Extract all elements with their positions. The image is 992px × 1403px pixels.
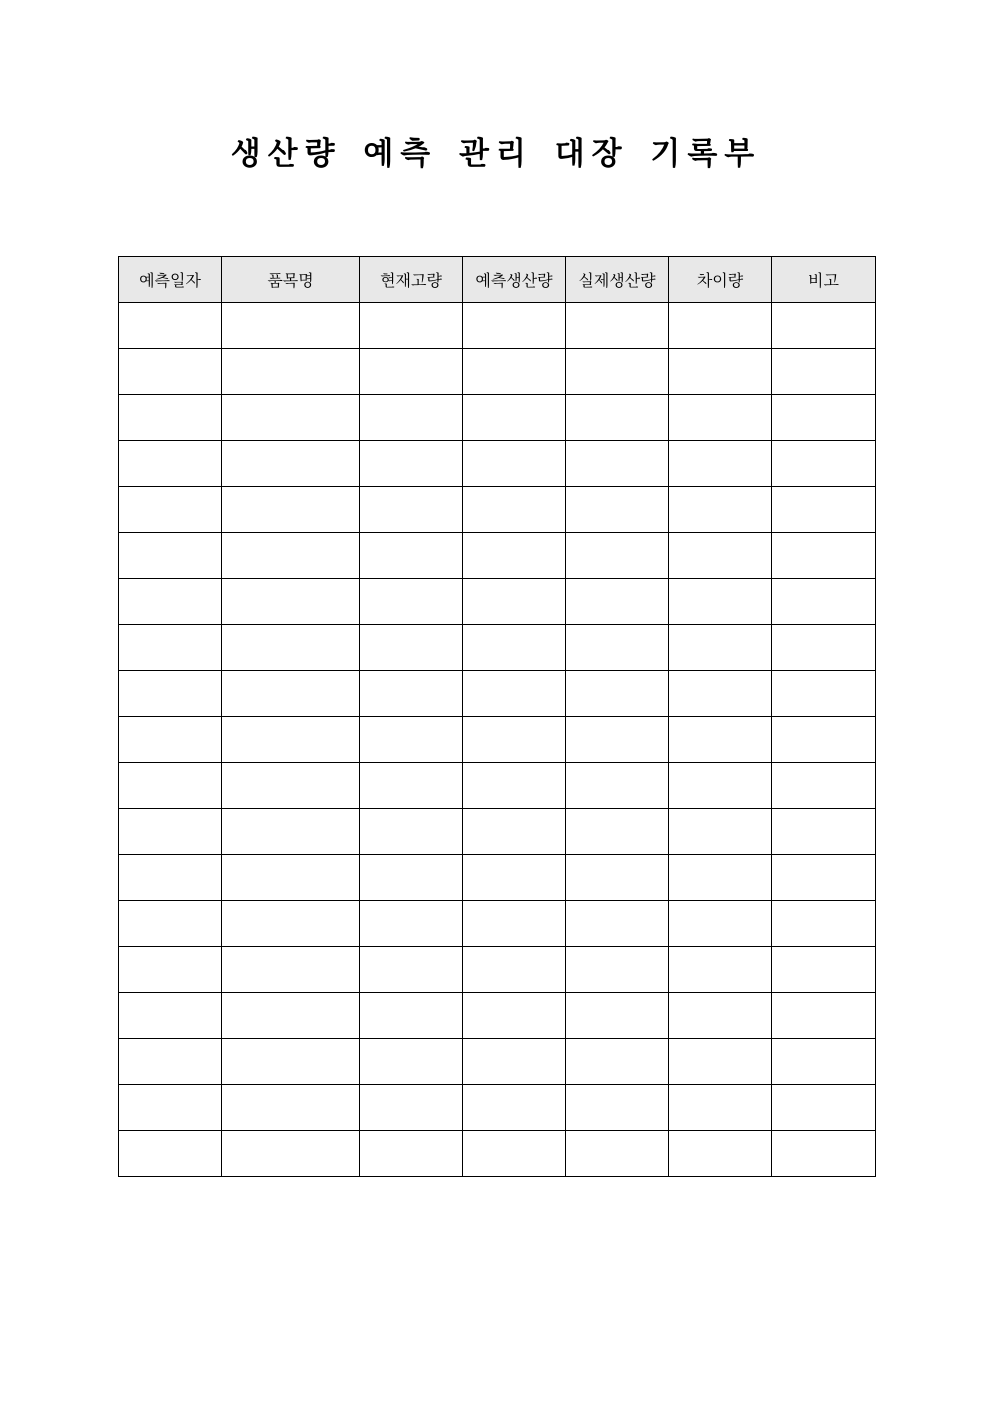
table-cell-forecast-production[interactable] [463,487,566,533]
table-row [119,625,876,671]
table-cell-forecast-production[interactable] [463,625,566,671]
table-cell-forecast-date[interactable] [119,1131,222,1177]
table-cell-forecast-production[interactable] [463,993,566,1039]
table-cell-item-name[interactable] [222,441,360,487]
table-cell-remarks[interactable] [772,625,876,671]
table-row [119,395,876,441]
table-cell-forecast-date[interactable] [119,533,222,579]
table-cell-item-name[interactable] [222,303,360,349]
table-cell-current-stock[interactable] [360,947,463,993]
table-cell-forecast-date[interactable] [119,579,222,625]
table-cell-forecast-date[interactable] [119,993,222,1039]
table-cell-forecast-date[interactable] [119,947,222,993]
table-cell-remarks[interactable] [772,487,876,533]
table-cell-current-stock[interactable] [360,993,463,1039]
table-cell-difference[interactable] [669,901,772,947]
table-cell-forecast-date[interactable] [119,855,222,901]
table-cell-forecast-date[interactable] [119,809,222,855]
table-cell-remarks[interactable] [772,717,876,763]
table-body [119,303,876,1177]
table-cell-item-name[interactable] [222,809,360,855]
table-row [119,901,876,947]
table-row [119,1039,876,1085]
document-title: 생산량 예측 관리 대장 기록부 [230,136,762,172]
table-row [119,993,876,1039]
table-cell-forecast-production[interactable] [463,349,566,395]
table-cell-current-stock[interactable] [360,579,463,625]
table-cell-remarks[interactable] [772,1131,876,1177]
table-cell-actual-production[interactable] [566,1131,669,1177]
table-cell-current-stock[interactable] [360,763,463,809]
table-cell-remarks[interactable] [772,579,876,625]
table-cell-current-stock[interactable] [360,809,463,855]
table-cell-item-name[interactable] [222,1039,360,1085]
table-cell-actual-production[interactable] [566,1085,669,1131]
table-cell-difference[interactable] [669,947,772,993]
table-cell-item-name[interactable] [222,487,360,533]
table-row [119,303,876,349]
table-cell-item-name[interactable] [222,533,360,579]
table-cell-difference[interactable] [669,349,772,395]
table-cell-forecast-production[interactable] [463,1085,566,1131]
table-cell-remarks[interactable] [772,855,876,901]
table-cell-forecast-date[interactable] [119,901,222,947]
table-cell-current-stock[interactable] [360,303,463,349]
table-cell-remarks[interactable] [772,441,876,487]
table-cell-item-name[interactable] [222,763,360,809]
table-cell-difference[interactable] [669,487,772,533]
table-row [119,671,876,717]
table-cell-forecast-production[interactable] [463,809,566,855]
table-cell-item-name[interactable] [222,717,360,763]
table-cell-forecast-date[interactable] [119,1085,222,1131]
table-cell-current-stock[interactable] [360,487,463,533]
table-cell-current-stock[interactable] [360,625,463,671]
table-cell-remarks[interactable] [772,809,876,855]
table-cell-item-name[interactable] [222,395,360,441]
table-cell-remarks[interactable] [772,671,876,717]
column-header-forecast-production: 예측생산량 [463,257,566,303]
table-header-row [119,257,876,303]
table-cell-current-stock[interactable] [360,1131,463,1177]
table-row [119,349,876,395]
table-cell-item-name[interactable] [222,855,360,901]
table-cell-forecast-date[interactable] [119,763,222,809]
table-cell-forecast-date[interactable] [119,1039,222,1085]
table-cell-forecast-date[interactable] [119,303,222,349]
table-cell-difference[interactable] [669,1039,772,1085]
table-cell-actual-production[interactable] [566,1039,669,1085]
table-cell-actual-production[interactable] [566,993,669,1039]
column-header-current-stock: 현재고량 [360,257,463,303]
table-cell-forecast-date[interactable] [119,441,222,487]
table-cell-actual-production[interactable] [566,717,669,763]
table-cell-actual-production[interactable] [566,901,669,947]
table-cell-remarks[interactable] [772,533,876,579]
table-cell-forecast-date[interactable] [119,717,222,763]
table-cell-forecast-production[interactable] [463,303,566,349]
table-cell-difference[interactable] [669,717,772,763]
table-cell-difference[interactable] [669,993,772,1039]
table-cell-actual-production[interactable] [566,533,669,579]
column-header-difference: 차이량 [669,257,772,303]
table-cell-current-stock[interactable] [360,717,463,763]
table-cell-actual-production[interactable] [566,441,669,487]
table-row [119,947,876,993]
table-cell-current-stock[interactable] [360,1039,463,1085]
table-cell-item-name[interactable] [222,625,360,671]
table-cell-actual-production[interactable] [566,947,669,993]
table-cell-forecast-production[interactable] [463,441,566,487]
table-cell-difference[interactable] [669,671,772,717]
table-cell-item-name[interactable] [222,993,360,1039]
table-cell-actual-production[interactable] [566,625,669,671]
table-cell-remarks[interactable] [772,993,876,1039]
table-cell-forecast-date[interactable] [119,487,222,533]
table-row [119,717,876,763]
table-cell-current-stock[interactable] [360,441,463,487]
table-cell-forecast-date[interactable] [119,395,222,441]
table-row [119,763,876,809]
table-cell-actual-production[interactable] [566,671,669,717]
table-row [119,579,876,625]
table-cell-forecast-production[interactable] [463,395,566,441]
table-cell-actual-production[interactable] [566,809,669,855]
table-cell-forecast-production[interactable] [463,901,566,947]
table-cell-actual-production[interactable] [566,395,669,441]
table-cell-difference[interactable] [669,441,772,487]
table-row [119,441,876,487]
table-cell-difference[interactable] [669,763,772,809]
table-cell-actual-production[interactable] [566,487,669,533]
table-cell-remarks[interactable] [772,763,876,809]
table-cell-current-stock[interactable] [360,1085,463,1131]
table-cell-remarks[interactable] [772,1039,876,1085]
table-cell-item-name[interactable] [222,901,360,947]
table-cell-item-name[interactable] [222,579,360,625]
table-cell-forecast-production[interactable] [463,579,566,625]
table-row [119,809,876,855]
table-cell-actual-production[interactable] [566,763,669,809]
table-cell-difference[interactable] [669,579,772,625]
table-row [119,855,876,901]
table-cell-item-name[interactable] [222,1131,360,1177]
table-cell-current-stock[interactable] [360,671,463,717]
table-cell-remarks[interactable] [772,947,876,993]
column-header-remarks: 비고 [772,257,876,303]
table-cell-current-stock[interactable] [360,395,463,441]
table-cell-remarks[interactable] [772,1085,876,1131]
table-cell-actual-production[interactable] [566,349,669,395]
table-cell-forecast-production[interactable] [463,947,566,993]
table-cell-current-stock[interactable] [360,901,463,947]
table-cell-actual-production[interactable] [566,303,669,349]
table-cell-remarks[interactable] [772,901,876,947]
table-cell-forecast-production[interactable] [463,1039,566,1085]
table-cell-forecast-production[interactable] [463,855,566,901]
table-cell-difference[interactable] [669,303,772,349]
table-cell-current-stock[interactable] [360,855,463,901]
table-cell-item-name[interactable] [222,1085,360,1131]
table-row [119,1085,876,1131]
forecast-log-table [118,256,876,1177]
column-header-forecast-date: 예측일자 [119,257,222,303]
table-cell-item-name[interactable] [222,947,360,993]
table-cell-forecast-production[interactable] [463,763,566,809]
table-cell-forecast-production[interactable] [463,1131,566,1177]
table-row [119,1131,876,1177]
table-cell-forecast-production[interactable] [463,533,566,579]
table-cell-difference[interactable] [669,1131,772,1177]
table-cell-actual-production[interactable] [566,579,669,625]
table-cell-difference[interactable] [669,533,772,579]
table-cell-forecast-production[interactable] [463,717,566,763]
table-cell-remarks[interactable] [772,395,876,441]
table-cell-difference[interactable] [669,855,772,901]
table-cell-actual-production[interactable] [566,855,669,901]
table-cell-remarks[interactable] [772,303,876,349]
table-cell-current-stock[interactable] [360,533,463,579]
table-cell-difference[interactable] [669,809,772,855]
table-cell-difference[interactable] [669,625,772,671]
column-header-actual-production: 실제생산량 [566,257,669,303]
table-cell-forecast-production[interactable] [463,671,566,717]
table-cell-remarks[interactable] [772,349,876,395]
table-cell-difference[interactable] [669,1085,772,1131]
table-cell-item-name[interactable] [222,349,360,395]
table-cell-difference[interactable] [669,395,772,441]
table-cell-current-stock[interactable] [360,349,463,395]
table-row [119,533,876,579]
table-cell-forecast-date[interactable] [119,671,222,717]
table-cell-forecast-date[interactable] [119,625,222,671]
table-cell-forecast-date[interactable] [119,349,222,395]
column-header-item-name: 품목명 [222,257,360,303]
table-cell-item-name[interactable] [222,671,360,717]
table-row [119,487,876,533]
